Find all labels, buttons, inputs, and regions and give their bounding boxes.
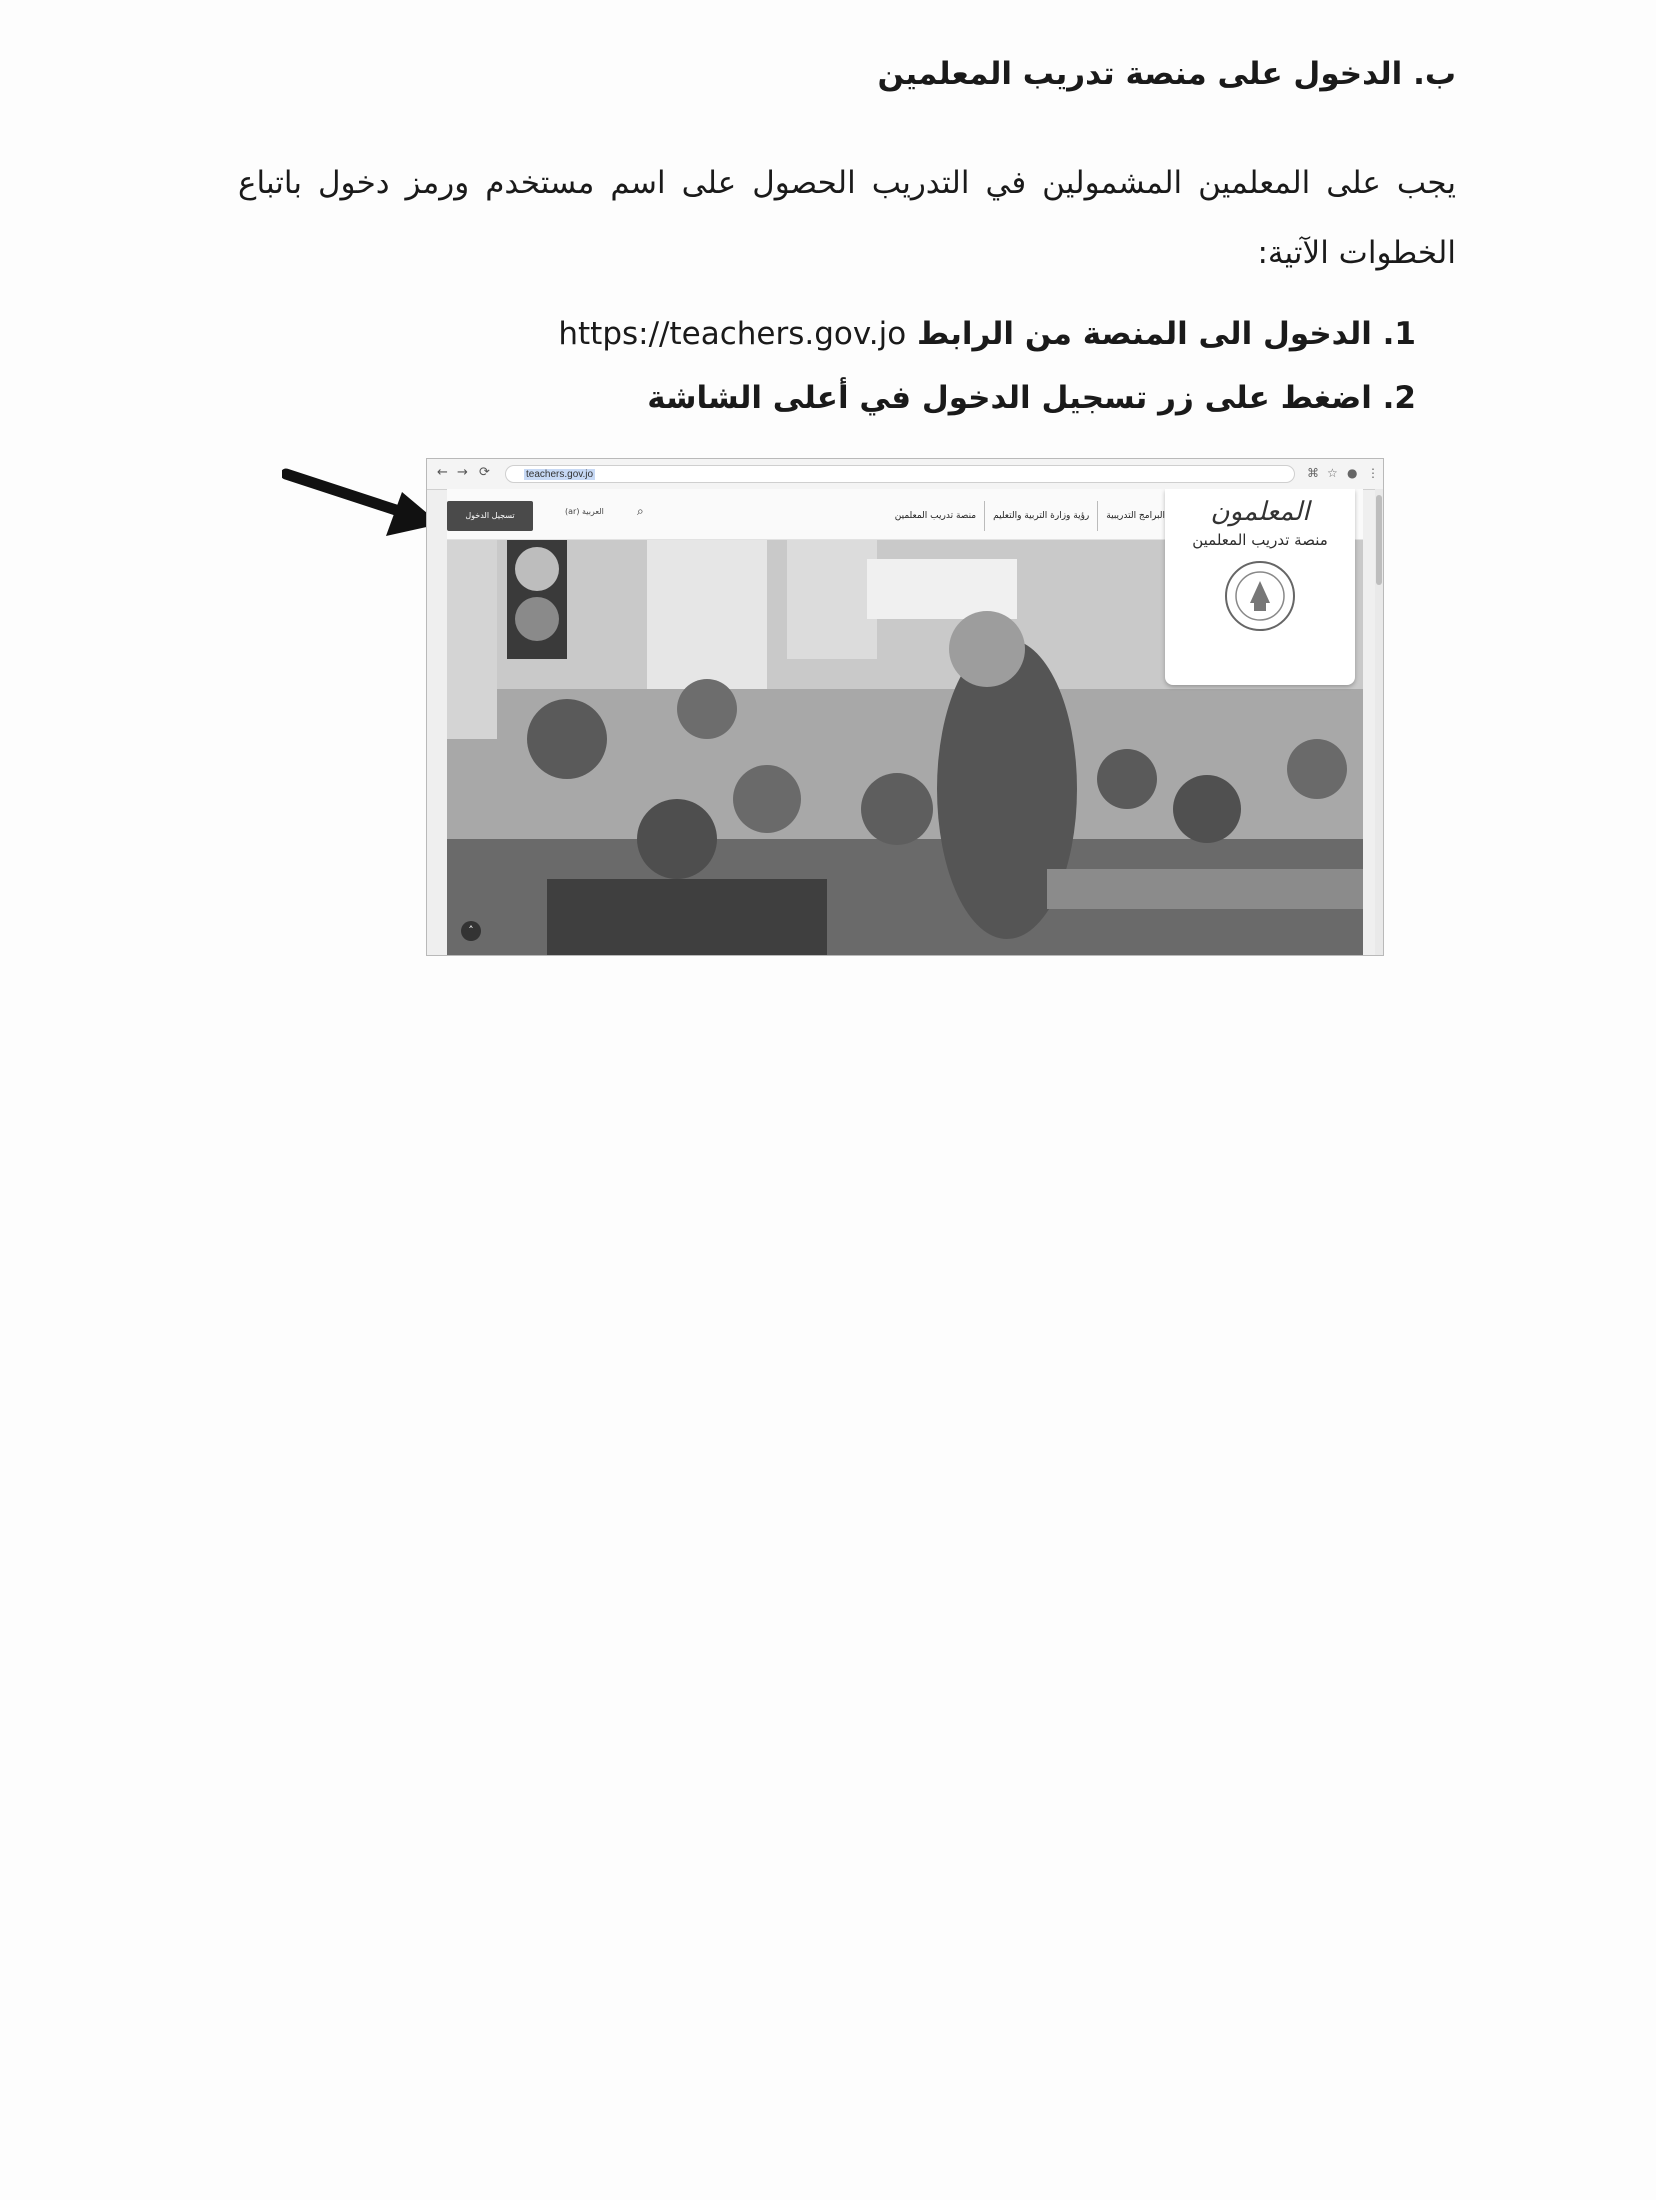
section-heading: ب. الدخول على منصة تدريب المعلمين xyxy=(877,56,1456,92)
site-logo-card[interactable] xyxy=(1165,489,1355,685)
address-text: teachers.gov.jo xyxy=(526,469,594,480)
bookmark-star-icon[interactable]: ☆ xyxy=(1327,466,1338,480)
menu-kebab-icon[interactable]: ⋮ xyxy=(1367,466,1379,480)
forward-arrow-icon[interactable]: → xyxy=(457,465,468,480)
browser-scrollbar[interactable] xyxy=(1375,489,1383,955)
step-url-link[interactable]: https://teachers.gov.jo xyxy=(558,316,907,352)
site-menu xyxy=(887,501,1173,531)
step-text: الدخول الى المنصة من الرابط xyxy=(917,316,1372,352)
step-item xyxy=(316,306,1416,370)
step-number: 2. xyxy=(1382,380,1416,416)
menu-item-programs[interactable]: البرامج التدريبية xyxy=(1097,501,1173,531)
scroll-up-icon[interactable]: ˄ xyxy=(461,921,481,941)
address-bar[interactable] xyxy=(505,465,1295,483)
menu-item-ministry-vision[interactable]: رؤية وزارة التربية والتعليم xyxy=(984,501,1097,531)
logo-name: منصة تدريب المعلمين xyxy=(1192,531,1328,549)
step-item xyxy=(316,370,1416,434)
extension-icon[interactable]: ⌘ xyxy=(1307,466,1319,480)
logo-script: المعلمون xyxy=(1210,497,1310,527)
language-selector[interactable]: العربية (ar) xyxy=(565,507,604,516)
website-screenshot xyxy=(426,458,1384,956)
menu-item-platform[interactable]: منصة تدريب المعلمين xyxy=(894,511,977,521)
back-arrow-icon[interactable]: ← xyxy=(437,465,448,480)
site-viewport xyxy=(447,489,1363,955)
search-icon[interactable]: ⌕ xyxy=(637,504,644,518)
step-number: 1. xyxy=(1382,316,1416,352)
profile-avatar-icon[interactable]: ● xyxy=(1347,466,1358,480)
scrollbar-thumb[interactable] xyxy=(1376,495,1382,585)
intro-paragraph: يجب على المعلمين المشمولين في التدريب الحصول على اسم مستخدم ورمز دخول باتباع الخطوات الآتية: xyxy=(238,165,1456,271)
steps-list xyxy=(316,306,1416,434)
jordan-emblem-icon xyxy=(1223,559,1297,633)
login-button[interactable]: تسجيل الدخول xyxy=(447,501,533,531)
reload-icon[interactable]: ⟳ xyxy=(479,465,490,480)
browser-toolbar xyxy=(427,459,1383,490)
step-text: اضغط على زر تسجيل الدخول في أعلى الشاشة xyxy=(647,380,1372,416)
